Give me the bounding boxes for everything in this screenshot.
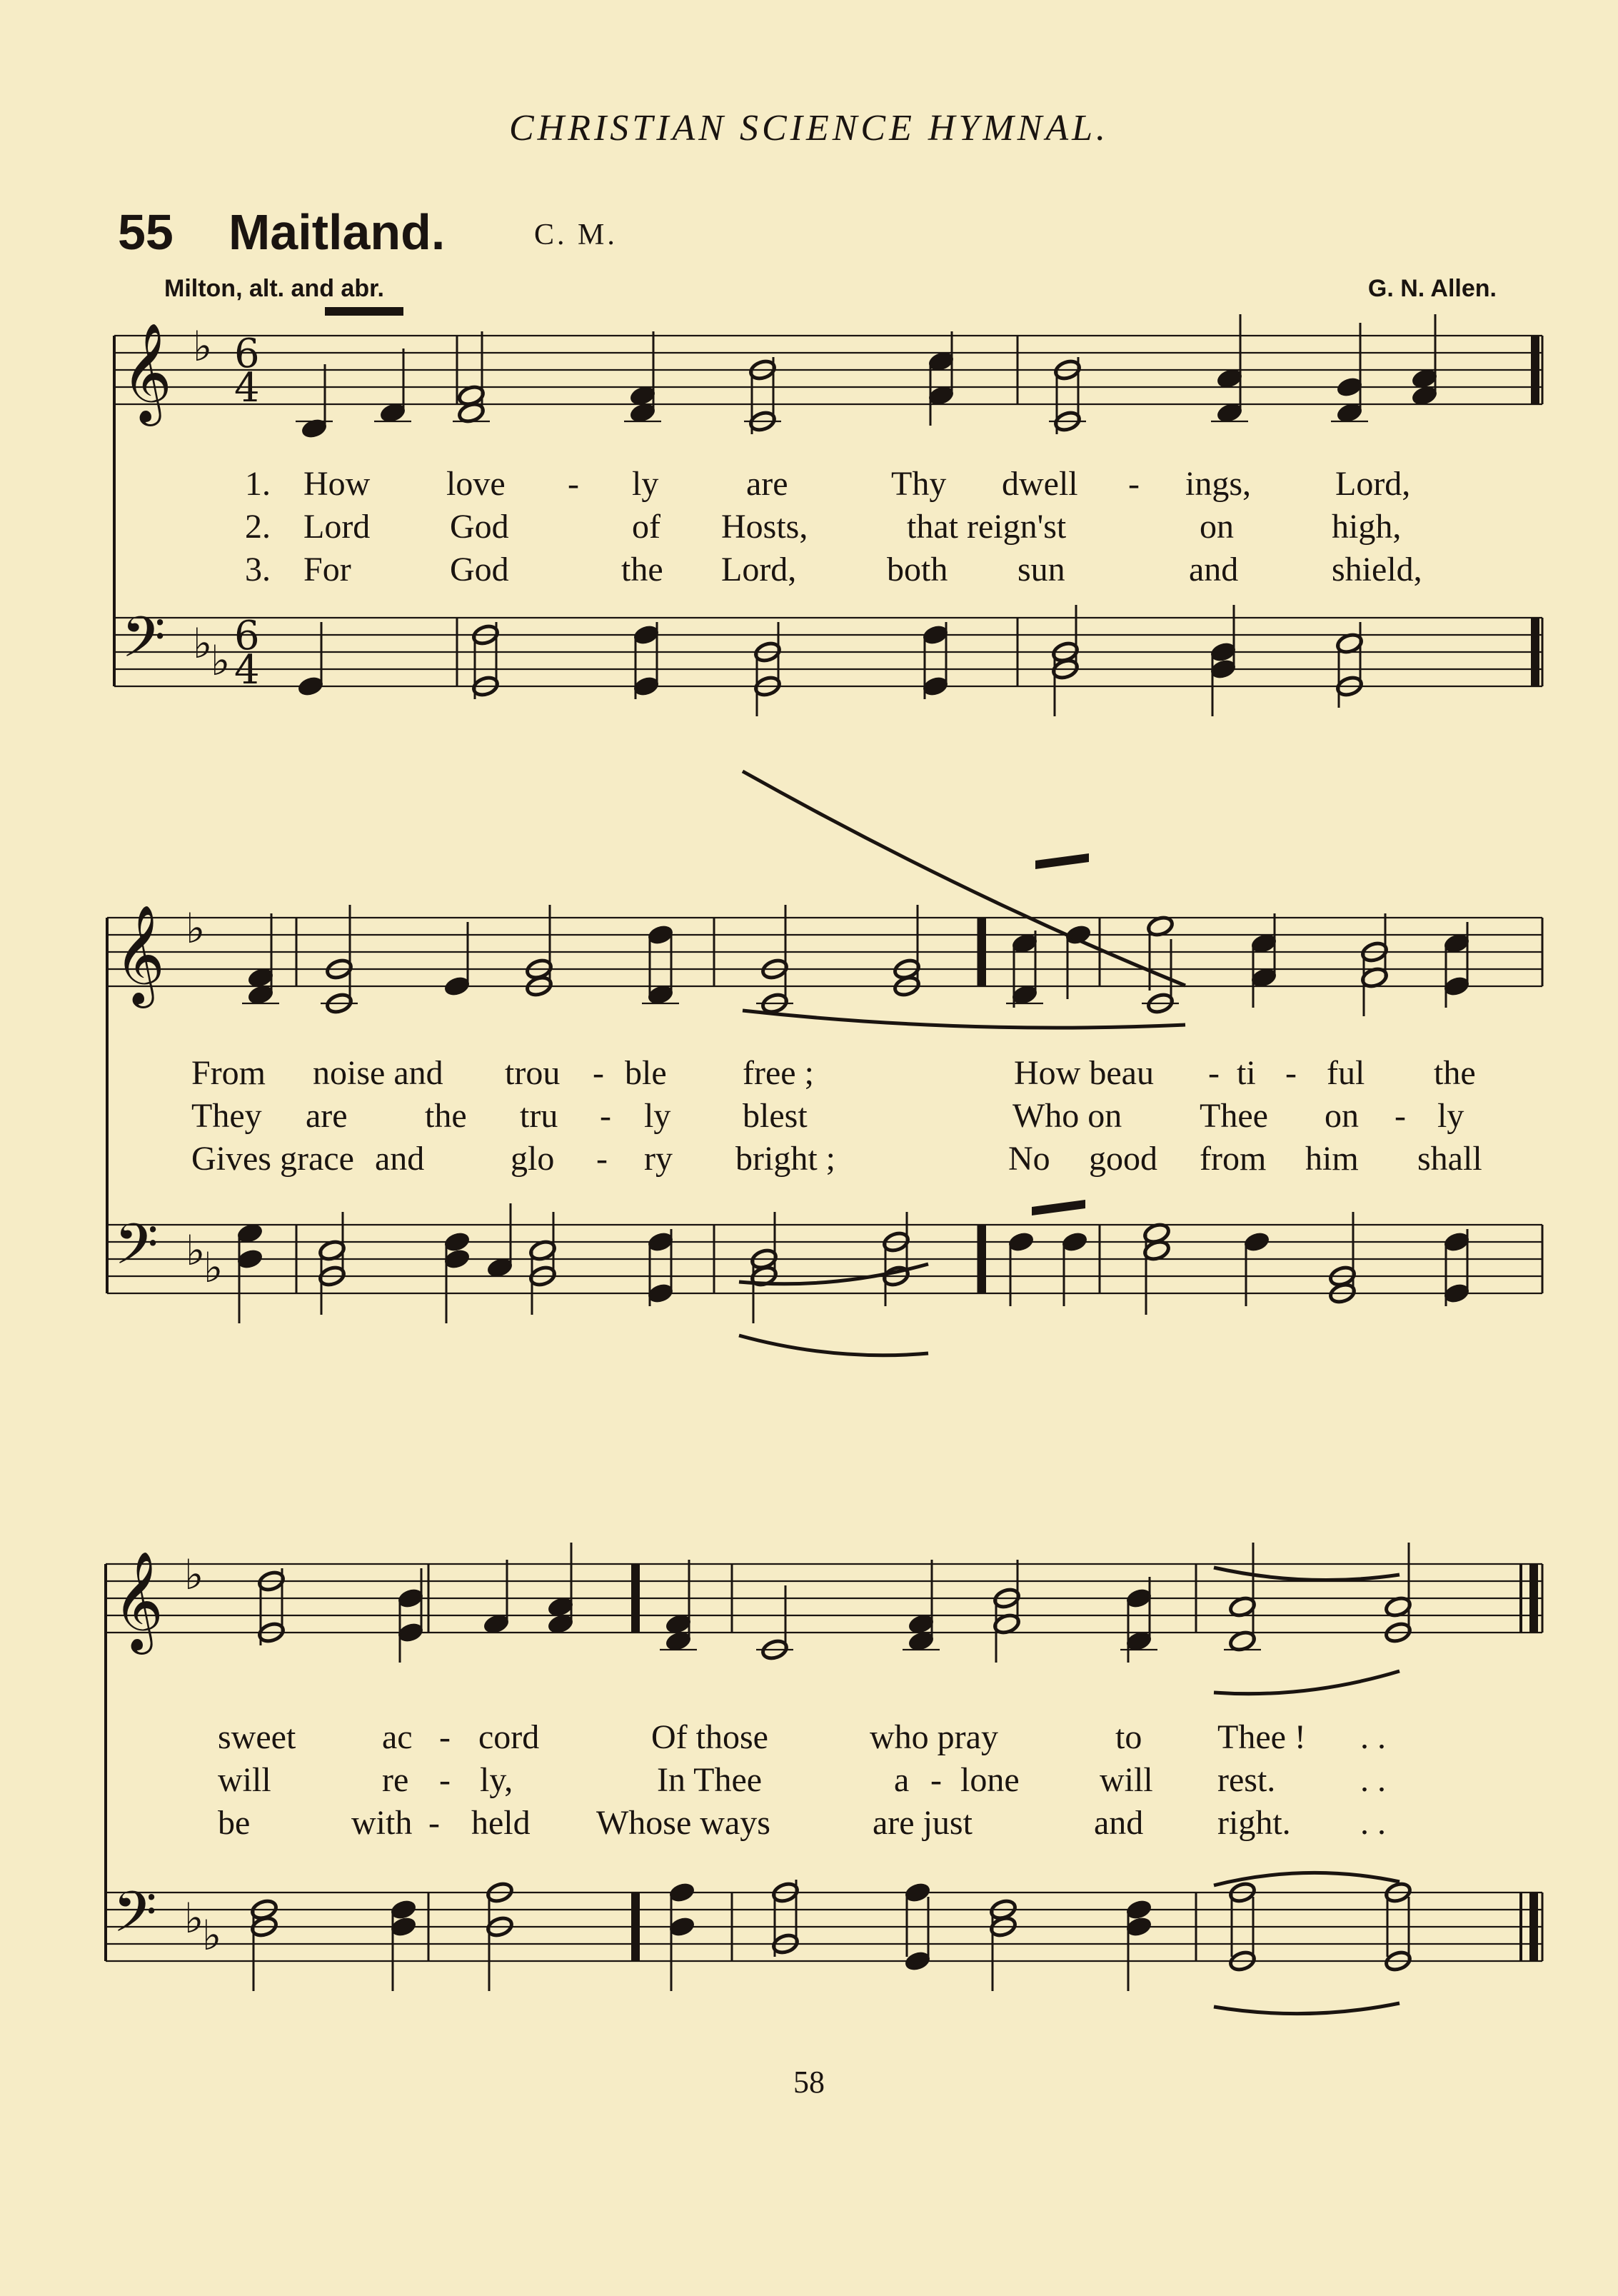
flat-icon: ♭ bbox=[186, 904, 206, 953]
lyric-word: blest bbox=[743, 1097, 808, 1135]
lyric-word: Lord bbox=[303, 508, 371, 546]
tie bbox=[1214, 1568, 1400, 1580]
lyric-word: Lord, bbox=[721, 551, 797, 588]
treble-clef-icon: 𝄞 bbox=[113, 1551, 164, 1650]
treble-clef-icon: 𝄞 bbox=[121, 323, 172, 422]
lyric-word: trou bbox=[505, 1054, 561, 1092]
lyric-word: ti bbox=[1237, 1054, 1256, 1092]
flat-icon: ♭ bbox=[193, 619, 213, 668]
lyric-word: will bbox=[1100, 1761, 1153, 1799]
lyric-word: - bbox=[1395, 1097, 1406, 1135]
flat-icon: ♭ bbox=[202, 1911, 222, 1960]
tie bbox=[743, 771, 1185, 986]
lyric-word: God bbox=[450, 551, 509, 588]
lyric-word: with bbox=[351, 1804, 413, 1842]
lyric-word: good bbox=[1089, 1140, 1157, 1178]
flat-icon: ♭ bbox=[203, 1243, 223, 1292]
flat-icon: ♭ bbox=[193, 322, 213, 371]
lyric-word: glo bbox=[511, 1140, 555, 1178]
beam bbox=[325, 307, 403, 316]
lyric-word: ly, bbox=[480, 1761, 513, 1799]
tie bbox=[1214, 2003, 1400, 2014]
lyric-word: Thee bbox=[1200, 1097, 1268, 1135]
flat-icon: ♭ bbox=[184, 1894, 204, 1942]
lyric-word: sun bbox=[1017, 551, 1065, 588]
lyric-word: - bbox=[439, 1761, 451, 1799]
lyric-word: and bbox=[1189, 551, 1239, 588]
words-credit: Milton, alt. and abr. bbox=[164, 275, 384, 302]
lyric-word: - bbox=[930, 1761, 942, 1799]
hymn-number: 55 bbox=[118, 204, 174, 260]
lyric-word: on bbox=[1200, 508, 1234, 546]
lyric-word: Hosts, bbox=[721, 508, 808, 546]
hymn-meter: C. M. bbox=[534, 219, 618, 251]
lyric-word: Thee ! bbox=[1217, 1718, 1306, 1756]
page-number: 58 bbox=[793, 2065, 825, 2100]
lyric-word: rest. bbox=[1217, 1761, 1276, 1799]
time-signature-icon: 6 bbox=[234, 331, 260, 377]
lyric-word: Of those bbox=[651, 1718, 768, 1756]
lyric-word: . . bbox=[1360, 1804, 1386, 1842]
flat-icon: ♭ bbox=[186, 1226, 206, 1275]
time-signature-icon: 4 bbox=[234, 647, 260, 693]
lyric-word: ble bbox=[625, 1054, 667, 1092]
lyric-word: held bbox=[471, 1804, 531, 1842]
lyric-word: Whose ways bbox=[596, 1804, 770, 1842]
lyric-word: cord bbox=[478, 1718, 540, 1756]
lyric-word: For bbox=[303, 551, 351, 588]
beam bbox=[1035, 853, 1089, 869]
lyric-word: ings, bbox=[1185, 465, 1252, 503]
lyric-word: 2. bbox=[245, 508, 271, 546]
lyric-word: from bbox=[1200, 1140, 1267, 1178]
lyric-word: are just bbox=[873, 1804, 973, 1842]
lyric-word: No bbox=[1008, 1140, 1050, 1178]
lyric-word: - bbox=[593, 1054, 604, 1092]
lyric-word: are bbox=[746, 465, 788, 503]
lyric-word: ly bbox=[644, 1097, 671, 1135]
lyric-word: - bbox=[600, 1097, 611, 1135]
lyric-word: noise and bbox=[313, 1054, 443, 1092]
lyric-word: dwell bbox=[1002, 465, 1078, 503]
lyric-word: ry bbox=[644, 1140, 673, 1178]
lyric-word: God bbox=[450, 508, 509, 546]
lyric-word: How beau bbox=[1014, 1054, 1154, 1092]
lyric-word: 1. bbox=[245, 465, 271, 503]
flat-icon: ♭ bbox=[211, 636, 231, 685]
beam bbox=[1032, 1200, 1085, 1215]
lyric-word: right. bbox=[1217, 1804, 1291, 1842]
tie bbox=[1214, 1671, 1400, 1694]
lyric-word: the bbox=[425, 1097, 467, 1135]
lyric-word: - bbox=[1128, 465, 1140, 503]
lyric-word: both bbox=[887, 551, 948, 588]
lyric-word: are bbox=[306, 1097, 348, 1135]
lyric-word: They bbox=[191, 1097, 262, 1135]
lyric-word: 3. bbox=[245, 551, 271, 588]
flat-icon: ♭ bbox=[184, 1550, 204, 1599]
lyric-word: who pray bbox=[870, 1718, 998, 1756]
lyric-word: How bbox=[303, 465, 371, 503]
lyric-word: From bbox=[191, 1054, 266, 1092]
lyric-word: him bbox=[1305, 1140, 1359, 1178]
lyric-word: Lord, bbox=[1335, 465, 1411, 503]
running-head: CHRISTIAN SCIENCE HYMNAL. bbox=[508, 108, 1110, 149]
lyric-word: to bbox=[1115, 1718, 1142, 1756]
lyric-word: - bbox=[596, 1140, 608, 1178]
time-signature-icon: 4 bbox=[234, 365, 260, 411]
lyric-word: - bbox=[428, 1804, 440, 1842]
lyric-word: will bbox=[218, 1761, 271, 1799]
lyric-word: re bbox=[382, 1761, 409, 1799]
lyric-word: sweet bbox=[218, 1718, 296, 1756]
lyric-word: ac bbox=[382, 1718, 413, 1756]
lyric-word: ly bbox=[632, 465, 659, 503]
lyric-word: Who on bbox=[1012, 1097, 1122, 1135]
lyric-word: ful bbox=[1327, 1054, 1365, 1092]
lyric-word: tru bbox=[520, 1097, 558, 1135]
lyric-word: love bbox=[446, 465, 506, 503]
bass-clef-icon: 𝄢 bbox=[114, 1211, 159, 1291]
tie bbox=[743, 1011, 1185, 1028]
lyric-word: and bbox=[1094, 1804, 1144, 1842]
lyric-word: lone bbox=[960, 1761, 1020, 1799]
lyric-word: - bbox=[1208, 1054, 1220, 1092]
time-signature-icon: 6 bbox=[234, 613, 260, 659]
lyric-word: the bbox=[621, 551, 663, 588]
music-credit: G. N. Allen. bbox=[1367, 275, 1497, 302]
lyric-word: of bbox=[632, 508, 660, 546]
bass-clef-icon: 𝄢 bbox=[121, 604, 166, 684]
lyric-word: the bbox=[1434, 1054, 1476, 1092]
lyric-word: - bbox=[439, 1718, 451, 1756]
lyric-word: - bbox=[1285, 1054, 1297, 1092]
lyric-word: Gives grace bbox=[191, 1140, 354, 1178]
lyric-word: . . bbox=[1360, 1761, 1386, 1799]
treble-clef-icon: 𝄞 bbox=[114, 905, 165, 1004]
lyric-word: be bbox=[218, 1804, 251, 1842]
tie bbox=[739, 1335, 928, 1355]
lyric-word: high, bbox=[1332, 508, 1402, 546]
lyric-word: and bbox=[375, 1140, 425, 1178]
lyric-word: shall bbox=[1417, 1140, 1482, 1178]
lyric-word: a bbox=[894, 1761, 910, 1799]
lyric-word: Thy bbox=[891, 465, 947, 503]
lyric-word: - bbox=[568, 465, 579, 503]
lyric-word: shield, bbox=[1332, 551, 1422, 588]
lyric-word: on bbox=[1325, 1097, 1359, 1135]
lyric-word: bright ; bbox=[735, 1140, 835, 1178]
lyric-word: that reign'st bbox=[907, 508, 1067, 546]
lyric-word: free ; bbox=[743, 1054, 814, 1092]
hymn-tune-name: Maitland. bbox=[228, 204, 446, 260]
lyric-word: ly bbox=[1437, 1097, 1464, 1135]
lyric-word: . . bbox=[1360, 1718, 1386, 1756]
lyric-word: In Thee bbox=[657, 1761, 763, 1799]
bass-clef-icon: 𝄢 bbox=[113, 1879, 157, 1959]
